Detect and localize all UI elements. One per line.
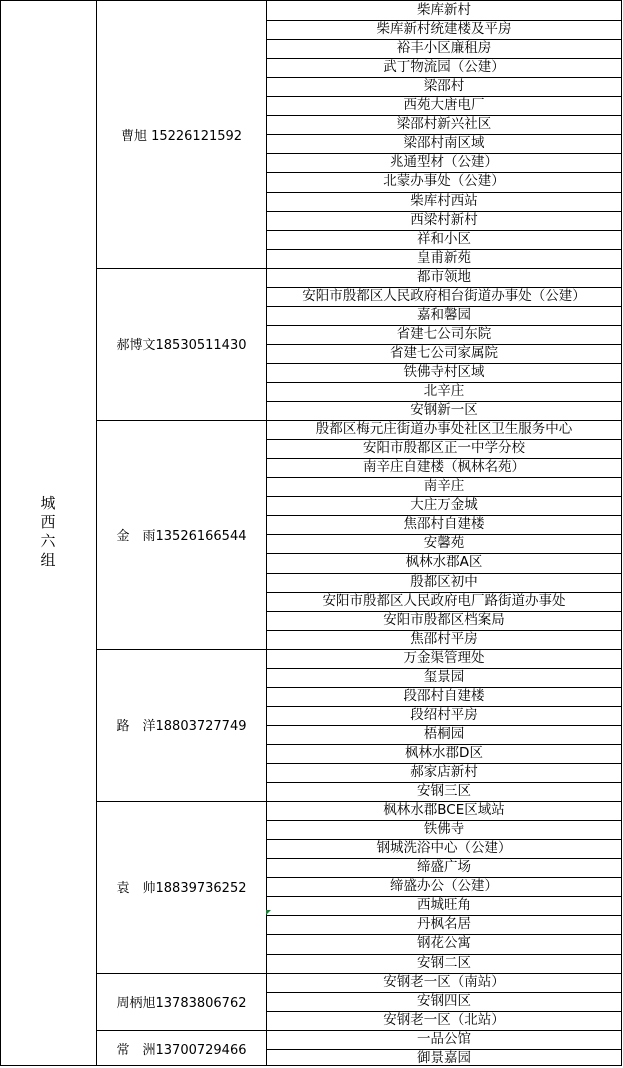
grid-line: [266, 496, 621, 497]
grid-line: [266, 20, 621, 21]
grid-line: [266, 1011, 621, 1012]
location-cell: 安钢二区: [417, 954, 471, 971]
grid-line: [266, 306, 621, 307]
grid-line: [266, 211, 621, 212]
location-cell: 大庄万金城: [410, 497, 478, 514]
grid-line: [266, 839, 621, 840]
location-cell: 省建七公司家属院: [390, 344, 498, 361]
person-cell: [97, 268, 266, 420]
grid-line: [621, 1, 622, 1065]
person-name-phone: 路 洋18803727749: [116, 719, 247, 735]
grid-line: [266, 363, 621, 364]
grid-line: [266, 630, 621, 631]
location-cell: 梁邵村新兴社区: [396, 116, 492, 133]
grid-line: [266, 877, 621, 878]
location-cell: 万金渠管理处: [403, 649, 485, 666]
grid-line: [266, 668, 621, 669]
location-cell: 安钢三区: [417, 783, 471, 800]
grid-line: [266, 230, 621, 231]
location-cell: 柴库新村统建楼及平房: [376, 21, 512, 38]
grid-line: [266, 192, 621, 193]
location-cell: 玺景园: [423, 668, 465, 685]
grid-line: [266, 153, 621, 154]
grid-line: [266, 725, 621, 726]
grid-line: [266, 763, 621, 764]
grid-line: [266, 96, 621, 97]
location-cell: 都市领地: [417, 268, 471, 285]
location-cell: 安阳市殷都区人民政府电厂路街道办事处: [322, 592, 566, 609]
location-cell: 柴库新村: [417, 2, 471, 18]
location-cell: 殷都区梅元庄街道办事处社区卫生服务中心: [315, 421, 573, 438]
grid-line: [266, 58, 621, 59]
grid-line: [266, 1049, 621, 1050]
grid-line: [266, 172, 621, 173]
person-name-phone: 袁 帅18839736252: [116, 881, 247, 897]
group-name-cell: [0, 1, 96, 1065]
person-name-phone: 曹旭 15226121592: [120, 128, 243, 144]
location-cell: 枫林水郡BCE区域站: [383, 802, 505, 819]
person-cell: [97, 801, 266, 972]
location-cell: 梧桐园: [423, 725, 465, 742]
location-cell: 梁邵村: [423, 78, 465, 95]
location-cell: 祥和小区: [417, 230, 471, 247]
location-cell: 兆通型材（公建）: [390, 154, 498, 171]
location-cell: 焦邵村自建楼: [403, 516, 485, 533]
location-cell: 南辛庄: [423, 478, 465, 495]
grid-line: [266, 439, 621, 440]
grid-line: [266, 401, 621, 402]
grid-line: [266, 934, 621, 935]
location-cell: 西城旺角: [417, 897, 471, 914]
grid-line: [266, 477, 621, 478]
grid-line: [266, 592, 621, 593]
grid-line: [266, 915, 621, 916]
grid-line: [266, 553, 621, 554]
grid-line: [266, 77, 621, 78]
location-cell: 安阳市殷都区档案局: [383, 611, 505, 628]
location-cell: 安馨苑: [423, 535, 465, 552]
grid-line: [266, 744, 621, 745]
location-cell: 武丁物流园（公建）: [383, 59, 505, 76]
location-cell: 皇甫新苑: [417, 249, 471, 266]
location-cell: 嘉和馨园: [417, 306, 471, 323]
location-cell: 段绍村平房: [410, 706, 478, 723]
location-cell: 枫林水郡D区: [405, 744, 483, 761]
location-cell: 安阳市殷都区人民政府相台街道办事处（公建）: [302, 287, 586, 304]
grid-line: [266, 782, 621, 783]
location-cell: 西苑大唐电厂: [403, 97, 485, 114]
person-name-phone: 郝博文18530511430: [116, 338, 247, 354]
location-cell: 殷都区初中: [410, 573, 478, 590]
grid-line: [266, 382, 621, 383]
location-cell: 铁佛寺村区域: [403, 363, 485, 380]
cell-comment-marker: [266, 910, 271, 915]
grid-line: [266, 325, 621, 326]
location-cell: 段邵村自建楼: [403, 687, 485, 704]
location-cell: 柴库村西站: [410, 192, 478, 209]
location-cell: 御景嘉园: [417, 1049, 471, 1066]
location-cell: 梁邵村南区域: [403, 135, 485, 152]
grid-line: [266, 39, 621, 40]
location-cell: 钢城洗浴中心（公建）: [376, 840, 512, 857]
location-cell: 郝家店新村: [410, 764, 478, 780]
grid-line: [266, 115, 621, 116]
group-name: 城西六组: [38, 495, 57, 571]
location-cell: 焦邵村平房: [410, 630, 478, 647]
grid-line: [266, 573, 621, 574]
location-cell: 安钢老一区（南站）: [383, 973, 505, 990]
location-cell: 安阳市殷都区正一中学分校: [363, 440, 525, 457]
location-cell: 南辛庄自建楼（枫林名苑）: [363, 459, 525, 476]
grid-line: [266, 896, 621, 897]
person-cell: [97, 973, 266, 1030]
location-cell: 一品公馆: [417, 1030, 471, 1047]
location-cell: 铁佛寺: [423, 821, 465, 838]
grid-line: [266, 687, 621, 688]
person-name-phone: 常 洲13700729466: [116, 1043, 247, 1059]
grid-line: [266, 858, 621, 859]
grid-line: [0, 1, 1, 1065]
location-cell: 安钢老一区（北站）: [383, 1011, 505, 1028]
person-cell: [97, 649, 266, 801]
grid-line: [266, 992, 621, 993]
person-cell: [97, 1030, 266, 1068]
grid-line: [266, 706, 621, 707]
location-cell: 枫林水郡A区: [405, 554, 483, 571]
grid-line: [266, 249, 621, 250]
grid-line: [266, 458, 621, 459]
grid-line: [266, 344, 621, 345]
location-cell: 钢花公寓: [417, 935, 471, 952]
person-cell: [97, 1, 266, 268]
person-cell: [97, 420, 266, 649]
location-cell: 缔盛广场: [417, 859, 471, 876]
grid-line: [266, 954, 621, 955]
grid-line: [266, 287, 621, 288]
person-name-phone: 金 雨13526166544: [116, 528, 247, 544]
location-cell: 缔盛办公（公建）: [390, 878, 498, 895]
location-cell: 北蒙办事处（公建）: [383, 173, 505, 190]
grid-line: [266, 820, 621, 821]
location-cell: 裕丰小区廉租房: [396, 40, 492, 57]
person-name-phone: 周柄旭13783806762: [116, 995, 247, 1011]
location-cell: 安钢新一区: [410, 402, 478, 419]
location-cell: 安钢四区: [417, 992, 471, 1009]
grid-line: [266, 515, 621, 516]
location-cell: 省建七公司东院: [396, 325, 492, 342]
location-cell: 西梁村新村: [410, 211, 478, 228]
grid-line: [266, 611, 621, 612]
grid-line: [266, 534, 621, 535]
location-cell: 北辛庄: [423, 383, 465, 399]
location-cell: 丹枫名居: [417, 916, 471, 933]
grid-line: [266, 134, 621, 135]
